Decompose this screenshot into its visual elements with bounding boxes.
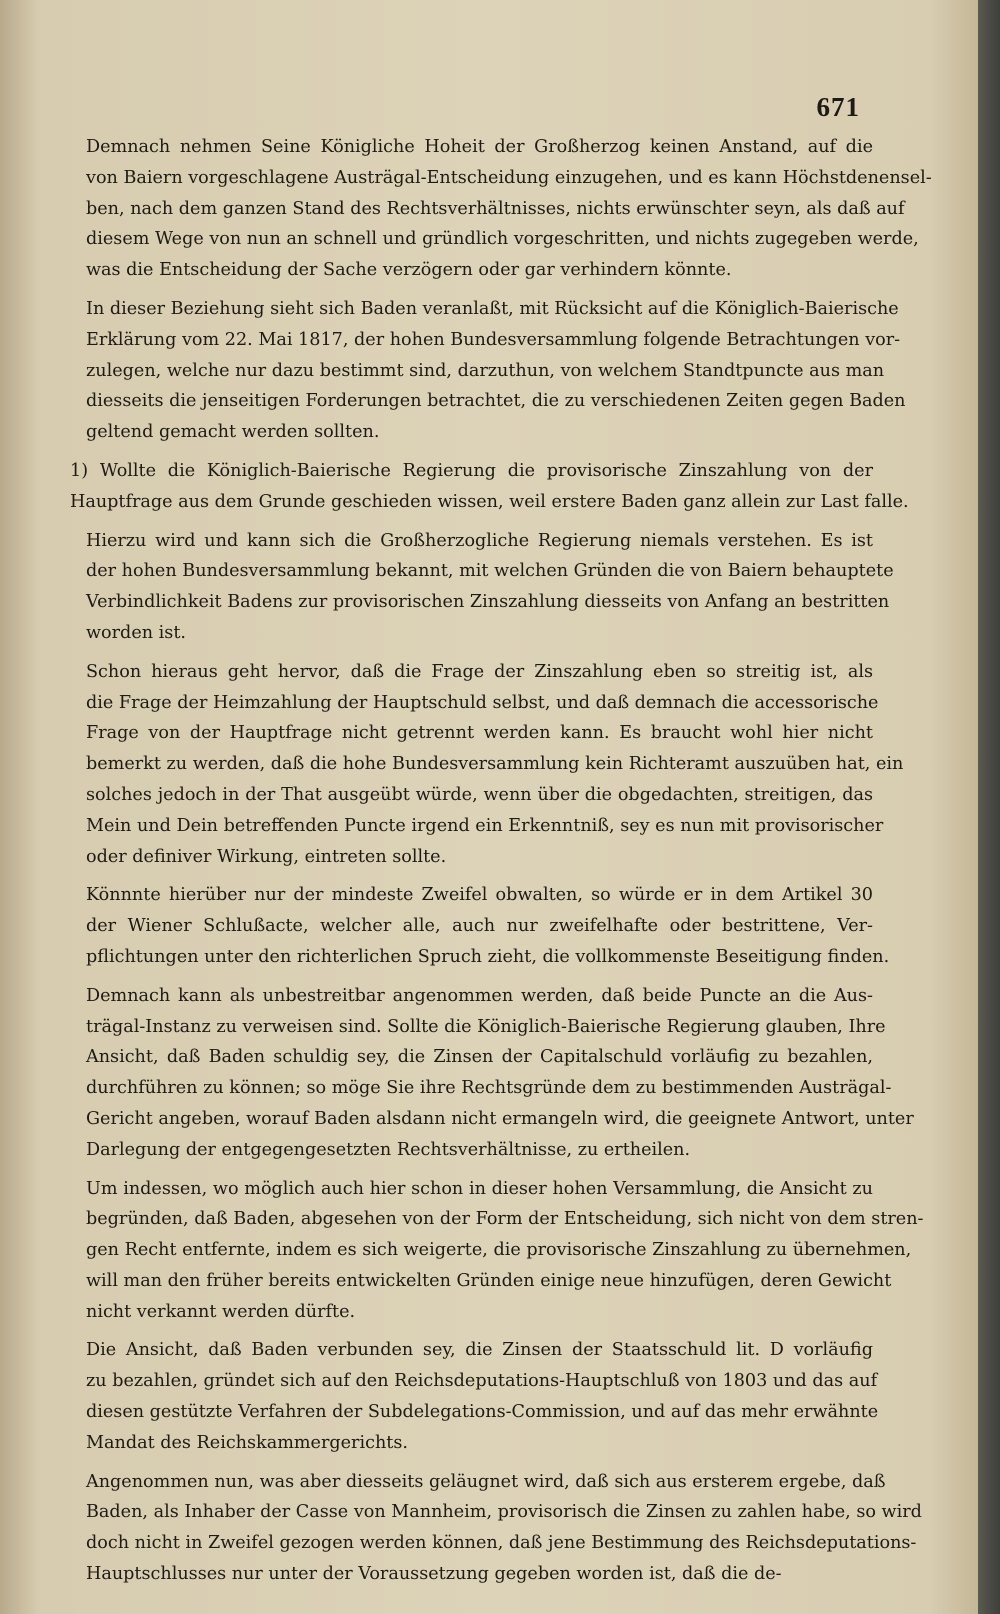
text-line: durchführen zu können; so möge Sie ihre Rechtsgründe dem zu bestimmenden Austrägal- — [86, 1078, 892, 1099]
text-line: die Frage der Heimzahlung der Hauptschuld selbst, und daß demnach die accessorische — [86, 692, 879, 713]
text-line: oder definiver Wirkung, eintreten sollte. — [86, 846, 447, 867]
text-line: diesem Wege von nun an schnell und gründlich vorgeschritten, und nichts zugegeben werde, — [86, 229, 919, 250]
paragraph — [28, 132, 932, 286]
text-line: geltend gemacht werden sollten. — [86, 422, 380, 443]
text-line: Verbindlichkeit Badens zur provisorischen Zinszahlung diesseits von Anfang an bestritten — [86, 592, 890, 613]
page-number: 671 — [816, 92, 860, 122]
text-line: Um indessen, wo möglich auch hier schon in dieser hohen Versammlung, die Ansicht zu — [86, 1178, 873, 1199]
text-line: gen Recht entfernte, indem es sich weigerte, die provisorische Zinszahlung zu übernehmen, — [86, 1240, 912, 1261]
paragraph — [28, 1174, 924, 1328]
text-line: Könnnte hierüber nur der mindeste Zweifel obwalten, so würde er in dem Artikel 30 — [86, 885, 873, 906]
text-line: will man den früher bereits entwickelten Gründen einige neue hinzufügen, deren Gewicht — [86, 1270, 892, 1291]
text-line: was die Entscheidung der Sache verzögern oder gar verhindern könnte. — [86, 260, 732, 281]
paragraph — [28, 657, 904, 873]
text-line: Die Ansicht, daß Baden verbunden sey, die Zinsen der Staatsschuld lit. D vorläufig — [86, 1340, 873, 1361]
text-line: nicht verkannt werden dürfte. — [86, 1301, 356, 1322]
paragraph — [28, 880, 890, 972]
paragraph — [28, 456, 909, 518]
text-line: Mein und Dein betreffenden Puncte irgend ein Erkenntniß, sey es nun mit provisorischer — [86, 815, 884, 836]
body-text — [28, 132, 932, 1598]
text-line: trägal-Instanz zu verweisen sind. Sollte die Königlich-Baierische Regierung glauben, Ihre — [86, 1016, 886, 1037]
text-line: solches jedoch in der That ausgeübt würde, wenn über die obgedachten, streitigen, das — [86, 784, 873, 805]
text-line: der Wiener Schlußacte, welcher alle, auch nur zweifelhafte oder bestrittene, Ver- — [86, 916, 873, 937]
paragraph — [28, 1335, 879, 1458]
text-line: pflichtungen unter den richterlichen Spruch zieht, die vollkommenste Beseitigung finden. — [86, 946, 890, 967]
text-line: Gericht angeben, worauf Baden alsdann nicht ermangeln wird, die geeignete Antwort, unter — [86, 1108, 914, 1129]
text-line: ben, nach dem ganzen Stand des Rechtsverhältnisses, nichts erwünschter seyn, als daß auf — [86, 198, 905, 219]
text-line: doch nicht in Zweifel gezogen werden können, daß jene Bestimmung des Reichsdeputations- — [86, 1533, 917, 1554]
text-line: von Baiern vorgeschlagene Austrägal-Entscheidung einzugehen, und es kann Höchstdenensel- — [86, 167, 932, 188]
text-line: diesen gestützte Verfahren der Subdelegations-Commission, und auf das mehr erwähnte — [86, 1402, 879, 1423]
text-line: diesseits die jenseitigen Forderungen betrachtet, die zu verschiedenen Zeiten gegen Baden — [86, 391, 906, 412]
text-line: Hauptfrage aus dem Grunde geschieden wissen, weil erstere Baden ganz allein zur Last falle. — [70, 491, 909, 512]
scan-edge-strip — [978, 0, 1000, 1614]
paragraph — [28, 1467, 922, 1590]
text-line: worden ist. — [86, 622, 186, 643]
text-line: Hierzu wird und kann sich die Großherzogliche Regierung niemals verstehen. Es ist — [86, 530, 873, 551]
text-line: Ansicht, daß Baden schuldig sey, die Zinsen der Capitalschuld vorläufig zu bezahlen, — [86, 1047, 873, 1068]
paragraph — [28, 526, 894, 649]
text-line: der hohen Bundesversammlung bekannt, mit welchen Gründen die von Baiern behauptete — [86, 561, 894, 582]
text-line: Erklärung vom 22. Mai 1817, der hohen Bundesversammlung folgende Betrachtungen vor- — [86, 329, 901, 350]
text-line: Mandat des Reichskammergerichts. — [86, 1432, 408, 1453]
text-line: begründen, daß Baden, abgesehen von der Form der Entscheidung, sich nicht von dem stren- — [86, 1209, 924, 1230]
text-line: Schon hieraus geht hervor, daß die Frage der Zinszahlung eben so streitig ist, als — [86, 661, 873, 682]
text-line: zulegen, welche nur dazu bestimmt sind, darzuthun, von welchem Standtpuncte aus man — [86, 360, 885, 381]
paragraph — [28, 294, 906, 448]
text-line: bemerkt zu werden, daß die hohe Bundesversammlung kein Richteramt auszuüben hat, ein — [86, 754, 904, 775]
text-line: Demnach nehmen Seine Königliche Hoheit der Großherzog keinen Anstand, auf die — [86, 137, 873, 157]
text-line: In dieser Beziehung sieht sich Baden veranlaßt, mit Rücksicht auf die Königlich-Baierische — [86, 298, 899, 319]
text-line: Baden, als Inhaber der Casse von Mannheim, provisorisch die Zinsen zu zahlen habe, so wird — [86, 1502, 922, 1523]
text-line: Frage von der Hauptfrage nicht getrennt werden kann. Es braucht wohl hier nicht — [86, 723, 873, 744]
text-line: zu bezahlen, gründet sich auf den Reichsdeputations-Hauptschluß von 1803 und das auf — [86, 1371, 878, 1392]
text-line: Hauptschlusses nur unter der Voraussetzung gegeben worden ist, daß die de- — [86, 1564, 782, 1585]
text-line: Angenommen nun, was aber diesseits geläugnet wird, daß sich aus ersterem ergebe, daß — [86, 1471, 886, 1492]
text-line: 1) Wollte die Königlich-Baierische Regierung die provisorische Zinszahlung von der — [70, 460, 873, 481]
text-line: Demnach kann als unbestreitbar angenommen werden, daß beide Puncte an die Aus- — [86, 985, 873, 1006]
text-line: Darlegung der entgegengesetzten Rechtsverhältnisse, zu ertheilen. — [86, 1139, 691, 1160]
paragraph — [28, 981, 914, 1166]
